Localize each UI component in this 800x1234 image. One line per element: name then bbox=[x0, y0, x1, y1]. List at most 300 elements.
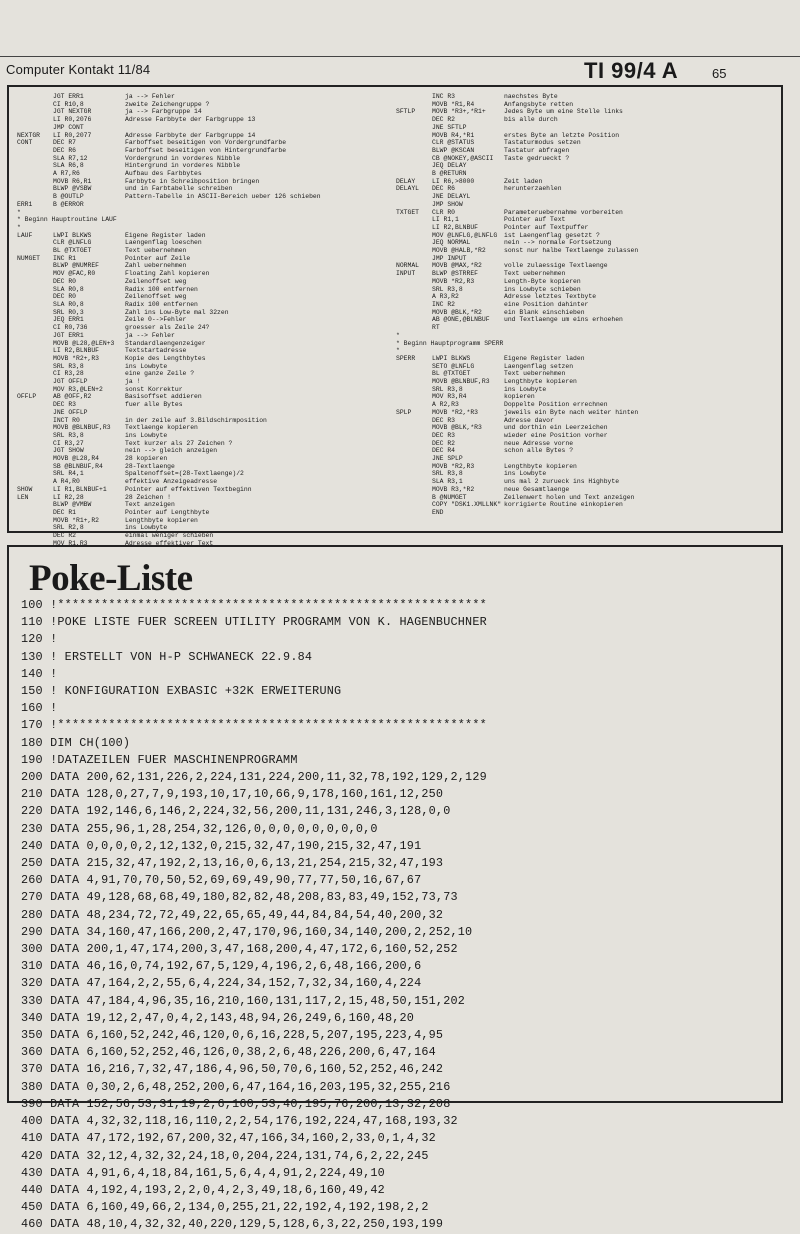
poke-line: 190 !DATAZEILEN FUER MASCHINENPROGRAMM bbox=[21, 752, 298, 767]
listing-line bbox=[17, 401, 321, 409]
poke-line: 150 ! KONFIGURATION EXBASIC +32K ERWEITERUNG bbox=[21, 684, 342, 699]
listing-instruction: DEC R3 bbox=[53, 401, 77, 409]
listing-line bbox=[17, 286, 321, 294]
listing-line bbox=[396, 447, 638, 455]
listing-instruction: DEC R1 bbox=[53, 508, 77, 516]
listing-label bbox=[17, 478, 53, 486]
listing-label bbox=[396, 139, 432, 147]
listing-line bbox=[396, 155, 638, 163]
listing-line bbox=[17, 124, 321, 132]
listing-line bbox=[396, 232, 638, 240]
listing-comment: Zeit laden bbox=[504, 177, 543, 185]
listing-heading: * Beginn Hauptroutine LAUF bbox=[17, 216, 117, 224]
listing-instruction: INC R2 bbox=[432, 300, 456, 308]
listing-line bbox=[17, 340, 321, 348]
listing-label bbox=[396, 386, 432, 394]
listing-line bbox=[17, 478, 321, 486]
listing-label bbox=[396, 201, 432, 209]
listing-label bbox=[396, 455, 432, 463]
poke-list-title: Poke-Liste bbox=[29, 558, 193, 599]
poke-line: 400 DATA 4,32,32,118,16,110,2,2,54,176,192,224,47,168,193,32 bbox=[21, 1114, 458, 1129]
listing-line bbox=[396, 101, 638, 109]
listing-label bbox=[396, 301, 432, 309]
listing-instruction: SRL R3,8 bbox=[53, 431, 84, 439]
listing-comment: ist Laengenflag gesetzt ? bbox=[504, 231, 600, 239]
listing-comment: ins Lowbyte bbox=[504, 470, 547, 478]
listing-instruction: LI R2,BLNBUF bbox=[53, 347, 100, 355]
listing-instruction: SRL R3,8 bbox=[432, 470, 463, 478]
poke-line: 140 ! bbox=[21, 666, 58, 681]
listing-comment: nein --> normale Fortsetzung bbox=[504, 239, 612, 247]
listing-line bbox=[17, 201, 321, 209]
listing-line bbox=[396, 139, 638, 147]
listing-instruction: MOVB @BLK,*R3 bbox=[432, 424, 482, 432]
listing-line bbox=[17, 224, 321, 232]
listing-comment: wieder eine Position vorher bbox=[504, 431, 608, 439]
listing-label bbox=[396, 239, 432, 247]
listing-line bbox=[396, 185, 638, 193]
poke-line: 340 DATA 19,12,2,47,0,4,2,143,48,94,26,249,6,160,48,20 bbox=[21, 1010, 415, 1025]
listing-line bbox=[396, 193, 638, 201]
listing-label bbox=[17, 463, 53, 471]
listing-comment: Zahl uebernehmen bbox=[125, 262, 187, 270]
listing-comment: effektive Anzeigeadresse bbox=[125, 478, 218, 486]
listing-line bbox=[396, 270, 638, 278]
poke-line: 130 ! ERSTELLT VON H-P SCHWANECK 22.9.84 bbox=[21, 649, 313, 664]
listing-comment: jeweils ein Byte nach weiter hinten bbox=[504, 408, 639, 416]
listing-line bbox=[17, 417, 321, 425]
listing-line bbox=[17, 255, 321, 263]
listing-line bbox=[396, 463, 638, 471]
listing-instruction: SRL R3,8 bbox=[432, 285, 463, 293]
listing-instruction: BLWP @NUMREF bbox=[53, 262, 100, 270]
listing-instruction: JNE SFTLP bbox=[432, 123, 467, 131]
listing-comment: neue Gesamtlaenge bbox=[504, 485, 570, 493]
listing-comment: Pointer auf Zeile bbox=[125, 254, 191, 262]
listing-instruction: JNE DELAYL bbox=[432, 193, 471, 201]
listing-line bbox=[396, 440, 638, 448]
listing-label bbox=[17, 108, 53, 116]
listing-label bbox=[17, 247, 53, 255]
poke-line: 360 DATA 6,160,52,252,46,126,0,38,2,6,48,226,200,6,47,164 bbox=[21, 1045, 436, 1060]
listing-comment: 28 Zeichen ! bbox=[125, 493, 172, 501]
listing-instruction: MOVB R3,*R2 bbox=[432, 485, 475, 493]
listing-line bbox=[396, 286, 638, 294]
listing-comment: ja ! bbox=[125, 378, 141, 386]
listing-instruction: DEC R0 bbox=[53, 293, 77, 301]
listing-instruction: AB @OFF,R2 bbox=[53, 393, 92, 401]
listing-label bbox=[396, 286, 432, 294]
listing-label bbox=[17, 447, 53, 455]
listing-comment: Basisoffset addieren bbox=[125, 393, 202, 401]
listing-instruction: MOV @FAC,R0 bbox=[53, 270, 96, 278]
listing-label bbox=[17, 301, 53, 309]
listing-comment: Lengthbyte kopieren bbox=[504, 378, 577, 386]
listing-line bbox=[17, 216, 321, 224]
listing-instruction: JGT ERR1 bbox=[53, 93, 84, 100]
listing-line bbox=[17, 517, 321, 525]
listing-instruction: MOVB *R2,R3 bbox=[432, 277, 475, 285]
listing-line bbox=[396, 424, 638, 432]
listing-line bbox=[17, 209, 321, 217]
listing-label bbox=[396, 417, 432, 425]
listing-instruction: JMP CONT bbox=[53, 123, 84, 131]
listing-line bbox=[396, 309, 638, 317]
listing-instruction: MOVB *R2+,R3 bbox=[53, 354, 100, 362]
listing-label bbox=[17, 324, 53, 332]
listing-heading: * bbox=[396, 347, 400, 355]
poke-line: 410 DATA 47,172,192,67,200,32,47,166,34,160,2,33,0,1,4,32 bbox=[21, 1131, 436, 1146]
listing-comment: Hintergrund in vorderes Nibble bbox=[125, 162, 241, 170]
poke-line: 240 DATA 0,0,0,0,2,12,132,0,215,32,47,190,215,32,47,191 bbox=[21, 838, 422, 853]
listing-label bbox=[17, 470, 53, 478]
listing-line bbox=[396, 486, 638, 494]
listing-line bbox=[396, 278, 638, 286]
listing-label: LAUF bbox=[17, 231, 33, 239]
page-number: 65 bbox=[712, 66, 727, 81]
listing-label bbox=[396, 509, 432, 517]
listing-line bbox=[396, 386, 638, 394]
listing-comment: 28-Textlaenge bbox=[125, 462, 175, 470]
listing-line bbox=[17, 239, 321, 247]
listing-line bbox=[396, 262, 638, 270]
listing-label bbox=[17, 101, 53, 109]
listing-instruction: LI R0,2076 bbox=[53, 116, 92, 124]
listing-line bbox=[396, 108, 638, 116]
listing-line bbox=[396, 409, 638, 417]
assembler-listing-left bbox=[17, 93, 321, 547]
listing-instruction: DEC R7 bbox=[53, 139, 77, 147]
listing-line bbox=[396, 347, 638, 355]
listing-line bbox=[396, 340, 638, 348]
listing-label bbox=[17, 309, 53, 317]
listing-label bbox=[17, 517, 53, 525]
listing-instruction: A R3,R2 bbox=[432, 293, 459, 301]
listing-instruction: CI R3,28 bbox=[53, 370, 84, 378]
assembler-listing-box bbox=[7, 85, 783, 547]
listing-line bbox=[396, 332, 638, 340]
listing-line bbox=[17, 355, 321, 363]
listing-label bbox=[396, 470, 432, 478]
listing-label bbox=[396, 162, 432, 170]
listing-label bbox=[396, 224, 432, 232]
listing-label bbox=[17, 417, 53, 425]
poke-line: 460 DATA 48,10,4,32,32,40,220,129,5,128,6,3,22,250,193,199 bbox=[21, 1217, 444, 1232]
poke-line: 450 DATA 6,160,49,66,2,134,0,255,21,22,192,4,192,198,2,2 bbox=[21, 1200, 429, 1215]
listing-comment: Length-Byte kopieren bbox=[504, 277, 581, 285]
listing-instruction: MOVB @MAX,*R2 bbox=[432, 262, 482, 270]
listing-comment: Radix 100 entfernen bbox=[125, 285, 198, 293]
listing-label bbox=[17, 455, 53, 463]
listing-instruction: MOV @LNFLG,@LNFLG bbox=[432, 231, 498, 239]
listing-comment: eine ganze Zeile ? bbox=[125, 370, 195, 378]
listing-label bbox=[396, 363, 432, 371]
listing-line bbox=[17, 162, 321, 170]
listing-instruction: A R7,R6 bbox=[53, 170, 80, 178]
poke-line: 370 DATA 16,216,7,32,47,186,4,96,50,70,6,160,52,252,46,242 bbox=[21, 1062, 444, 1077]
listing-comment: ins Lowbyte bbox=[125, 524, 168, 532]
listing-label bbox=[17, 340, 53, 348]
listing-label bbox=[396, 309, 432, 317]
listing-label bbox=[396, 232, 432, 240]
listing-line bbox=[17, 147, 321, 155]
listing-line bbox=[396, 239, 638, 247]
listing-line bbox=[17, 193, 321, 201]
listing-instruction: MOVB @L28,@LEN+3 bbox=[53, 339, 115, 347]
listing-instruction: DEC R6 bbox=[53, 146, 77, 154]
listing-label bbox=[17, 524, 53, 532]
listing-comment: ein Blank einschieben bbox=[504, 308, 585, 316]
listing-line bbox=[17, 139, 321, 147]
listing-instruction: MOVB R4,*R1 bbox=[432, 131, 475, 139]
listing-comment: Textstartadresse bbox=[125, 347, 187, 355]
listing-label bbox=[396, 432, 432, 440]
listing-label bbox=[17, 509, 53, 517]
listing-label bbox=[17, 286, 53, 294]
listing-comment: Jedes Byte um eine Stelle links bbox=[504, 108, 623, 116]
listing-comment: sonst nur halbe Textlaenge zulassen bbox=[504, 247, 639, 255]
listing-label bbox=[17, 93, 53, 101]
listing-line bbox=[17, 132, 321, 140]
magazine-issue: Computer Kontakt 11/84 bbox=[6, 62, 151, 77]
listing-comment: Pointer auf Text bbox=[504, 216, 566, 224]
listing-instruction: INC R3 bbox=[432, 93, 456, 100]
listing-comment: ins Lowbyte bbox=[125, 431, 168, 439]
listing-instruction: DEC R3 bbox=[432, 416, 456, 424]
listing-instruction: DEC R6 bbox=[432, 185, 456, 193]
listing-comment: Adresse Farbbyte der Farbgruppe 14 bbox=[125, 131, 256, 139]
poke-line: 310 DATA 46,16,0,74,192,67,5,129,4,196,2,6,48,166,200,6 bbox=[21, 959, 422, 974]
listing-comment: Pointer auf Lengthbyte bbox=[125, 508, 210, 516]
poke-line: 260 DATA 4,91,70,70,50,52,69,69,49,90,77,77,50,16,67,67 bbox=[21, 873, 422, 888]
listing-instruction: CI R3,27 bbox=[53, 439, 84, 447]
listing-instruction: CLR @STATUS bbox=[432, 139, 475, 147]
listing-instruction: DEC R0 bbox=[53, 277, 77, 285]
listing-line bbox=[17, 347, 321, 355]
listing-instruction: A R4,R0 bbox=[53, 478, 80, 486]
listing-label bbox=[396, 255, 432, 263]
listing-label bbox=[396, 116, 432, 124]
listing-comment: Text kurzer als 27 Zeichen ? bbox=[125, 439, 233, 447]
listing-label bbox=[17, 270, 53, 278]
listing-comment: Text anzeigen bbox=[125, 501, 175, 509]
listing-instruction: JMP SHOW bbox=[432, 200, 463, 208]
poke-line: 270 DATA 49,128,68,68,49,180,82,82,48,208,83,83,49,152,73,73 bbox=[21, 890, 458, 905]
listing-comment: Kopie des Lengthbytes bbox=[125, 354, 206, 362]
listing-label bbox=[396, 393, 432, 401]
listing-instruction: BL @TXTGET bbox=[432, 370, 471, 378]
listing-label bbox=[396, 401, 432, 409]
listing-label bbox=[396, 501, 432, 509]
poke-line: 180 DIM CH(100) bbox=[21, 735, 131, 750]
poke-line: 350 DATA 6,160,52,242,46,120,0,6,16,228,5,207,195,223,4,95 bbox=[21, 1028, 444, 1043]
listing-instruction: SLA R7,12 bbox=[53, 154, 88, 162]
listing-line bbox=[396, 478, 638, 486]
listing-line bbox=[17, 409, 321, 417]
listing-instruction: MOVB R6,R1 bbox=[53, 177, 92, 185]
listing-line bbox=[17, 247, 321, 255]
listing-comment: zweite Zeichengruppe ? bbox=[125, 100, 210, 108]
listing-label: NEXTGR bbox=[17, 131, 41, 139]
listing-instruction: JNE OFFLP bbox=[53, 408, 88, 416]
listing-instruction: LI R1,BLNBUF+1 bbox=[53, 485, 107, 493]
listing-instruction: A R2,R3 bbox=[432, 401, 459, 409]
listing-line bbox=[396, 393, 638, 401]
listing-label bbox=[396, 424, 432, 432]
listing-instruction: SLA R0,8 bbox=[53, 285, 84, 293]
listing-comment: bis alle durch bbox=[504, 116, 558, 124]
listing-comment: ja --> Farbgruppe 14 bbox=[125, 108, 202, 116]
listing-instruction: CB @NOKEY,@ASCII bbox=[432, 154, 494, 162]
listing-label bbox=[396, 293, 432, 301]
listing-instruction: LI R2,BLNBUF bbox=[432, 223, 479, 231]
listing-comment: 28 kopieren bbox=[125, 455, 168, 463]
listing-instruction: JGT SHOW bbox=[53, 447, 84, 455]
listing-instruction: B @RETURN bbox=[432, 170, 467, 178]
listing-comment: einmal weniger schieben bbox=[125, 532, 214, 540]
listing-line bbox=[396, 316, 638, 324]
listing-comment: Adresse Farbbyte der Farbgruppe 13 bbox=[125, 116, 256, 124]
assembler-listing-right bbox=[396, 93, 638, 517]
listing-label bbox=[396, 478, 432, 486]
poke-line: 110 !POKE LISTE FUER SCREEN UTILITY PROGRAMM VON K. HAGENBUCHNER bbox=[21, 615, 487, 630]
listing-line bbox=[396, 417, 638, 425]
listing-comment: Parameteruebernahme vorbereiten bbox=[504, 208, 623, 216]
listing-instruction: SRL R2,8 bbox=[53, 524, 84, 532]
listing-instruction: CI R10,8 bbox=[53, 100, 84, 108]
listing-instruction: LI R6,>8000 bbox=[432, 177, 475, 185]
listing-comment: Vordergrund in vorderes Nibble bbox=[125, 154, 241, 162]
poke-line: 420 DATA 32,12,4,32,32,24,18,0,204,224,131,74,6,2,22,245 bbox=[21, 1148, 429, 1163]
listing-line bbox=[17, 378, 321, 386]
listing-line bbox=[17, 93, 321, 101]
listing-label bbox=[17, 386, 53, 394]
listing-instruction: JEQ NORMAL bbox=[432, 239, 471, 247]
listing-line bbox=[396, 378, 638, 386]
listing-instruction: SRL R0,3 bbox=[53, 308, 84, 316]
listing-comment: Adresse letztes Textbyte bbox=[504, 293, 597, 301]
listing-label bbox=[396, 494, 432, 502]
listing-comment: fuer alle Bytes bbox=[125, 401, 183, 409]
poke-line: 320 DATA 47,164,2,2,55,6,4,224,34,152,7,32,34,160,4,224 bbox=[21, 976, 422, 991]
listing-label bbox=[17, 432, 53, 440]
listing-instruction: MOV R1,R3 bbox=[53, 539, 88, 547]
listing-instruction: BL @TXTGET bbox=[53, 247, 92, 255]
poke-line: 250 DATA 215,32,47,192,2,13,16,0,6,13,21,254,215,32,47,193 bbox=[21, 856, 444, 871]
listing-label: CONT bbox=[17, 139, 33, 147]
listing-line bbox=[17, 316, 321, 324]
listing-label bbox=[396, 486, 432, 494]
listing-instruction: CI R0,736 bbox=[53, 324, 88, 332]
listing-line bbox=[17, 470, 321, 478]
listing-comment: Pointer auf effektiven Textbeginn bbox=[125, 485, 252, 493]
listing-instruction: DEC R2 bbox=[432, 116, 456, 124]
listing-instruction: CLR @LNFLG bbox=[53, 239, 92, 247]
listing-line bbox=[17, 501, 321, 509]
listing-comment: sonst Korrektur bbox=[125, 385, 183, 393]
listing-label bbox=[396, 316, 432, 324]
poke-line: 200 DATA 200,62,131,226,2,224,131,224,200,11,32,78,192,129,2,129 bbox=[21, 770, 487, 785]
listing-instruction: BLWP @KSCAN bbox=[432, 146, 475, 154]
listing-instruction: LWPI BLKWS bbox=[432, 354, 471, 362]
listing-line bbox=[17, 486, 321, 494]
poke-line: 230 DATA 255,96,1,28,254,32,126,0,0,0,0,0,0,0,0,0 bbox=[21, 821, 378, 836]
listing-line bbox=[396, 470, 638, 478]
listing-line bbox=[17, 370, 321, 378]
listing-line bbox=[396, 170, 638, 178]
listing-line bbox=[396, 178, 638, 186]
listing-label: TXTGET bbox=[396, 208, 420, 216]
listing-line bbox=[396, 201, 638, 209]
listing-label bbox=[396, 324, 432, 332]
listing-line bbox=[396, 494, 638, 502]
listing-comment: Text uebernehmen bbox=[125, 247, 187, 255]
listing-instruction: AB @ONE,@BLNBUF bbox=[432, 316, 490, 324]
listing-label: DELAY bbox=[396, 177, 416, 185]
listing-comment: Zahl ins Low-Byte mal 32zen bbox=[125, 308, 229, 316]
listing-heading: * bbox=[17, 208, 21, 216]
listing-comment: Laengenflag loeschen bbox=[125, 239, 202, 247]
listing-instruction: JEQ ERR1 bbox=[53, 316, 84, 324]
listing-label bbox=[17, 440, 53, 448]
listing-instruction: MOVB *R2,R3 bbox=[432, 462, 475, 470]
listing-comment: Zeilenwert holen und Text anzeigen bbox=[504, 493, 635, 501]
listing-label: ERR1 bbox=[17, 200, 33, 208]
listing-line bbox=[17, 532, 321, 540]
poke-line: 210 DATA 128,0,27,7,9,193,10,17,10,66,9,178,160,161,12,250 bbox=[21, 787, 444, 802]
listing-comment: Floating Zahl kopieren bbox=[125, 270, 210, 278]
listing-line bbox=[17, 447, 321, 455]
listing-line bbox=[17, 178, 321, 186]
listing-comment: Adresse davor bbox=[504, 416, 554, 424]
listing-instruction: BLWP @STRREF bbox=[432, 270, 479, 278]
listing-label bbox=[17, 347, 53, 355]
listing-label bbox=[17, 147, 53, 155]
listing-label bbox=[396, 124, 432, 132]
listing-heading: * bbox=[17, 223, 21, 231]
listing-label bbox=[17, 370, 53, 378]
listing-instruction: SLA R0,8 bbox=[53, 300, 84, 308]
listing-instruction: LI R2,28 bbox=[53, 493, 84, 501]
listing-label bbox=[17, 116, 53, 124]
listing-label bbox=[396, 155, 432, 163]
listing-instruction: MOVB *R1,R4 bbox=[432, 100, 475, 108]
listing-instruction: INCT R0 bbox=[53, 416, 80, 424]
listing-label bbox=[17, 278, 53, 286]
listing-instruction: LI R1,1 bbox=[432, 216, 459, 224]
listing-comment: Adresse effektiver Text bbox=[125, 539, 214, 547]
listing-line bbox=[396, 324, 638, 332]
listing-line bbox=[17, 524, 321, 532]
listing-comment: und Textlaenge um eins erhoehen bbox=[504, 316, 623, 324]
listing-comment: Doppelte Position errechnen bbox=[504, 401, 608, 409]
listing-line bbox=[17, 455, 321, 463]
listing-instruction: INC R1 bbox=[53, 254, 77, 262]
listing-comment: Tastaturmodus setzen bbox=[504, 139, 581, 147]
listing-label bbox=[17, 162, 53, 170]
listing-label bbox=[17, 193, 53, 201]
listing-line bbox=[17, 116, 321, 124]
listing-heading: * bbox=[396, 331, 400, 339]
listing-instruction: SB @BLNBUF,R4 bbox=[53, 462, 103, 470]
listing-instruction: SRL R3,8 bbox=[432, 385, 463, 393]
listing-label bbox=[17, 363, 53, 371]
listing-comment: volle zulaessige Textlaenge bbox=[504, 262, 608, 270]
listing-instruction: LI R0,2077 bbox=[53, 131, 92, 139]
poke-line: 390 DATA 152,56,53,31,19,2,6,160,53,40,195,76,200,13,32,208 bbox=[21, 1096, 451, 1111]
listing-comment: Taste gedrueckt ? bbox=[504, 154, 570, 162]
listing-comment: Standardlaengenzeiger bbox=[125, 339, 206, 347]
